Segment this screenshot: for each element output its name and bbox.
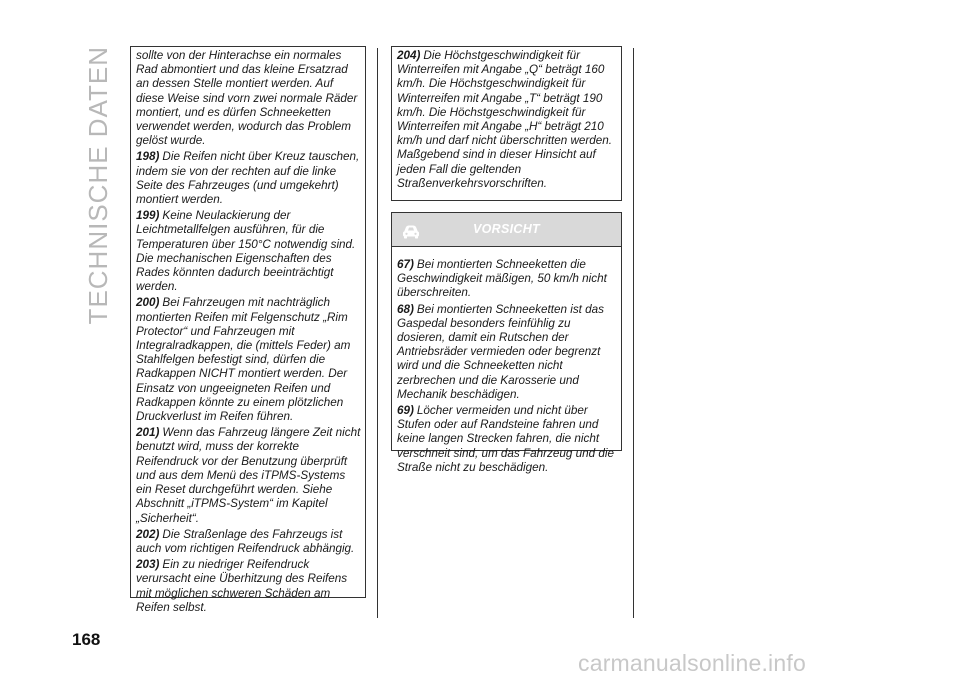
note-text: Wenn das Fahrzeug längere Zeit nicht benutzt wird, muss der korrekte Reifendruck vor der Benutzung überprüft und aus dem Menü des iTPMS-Systems ein Reset durchgeführt werden. Siehe Abschnitt „iTPMS-System“ im Kapitel „Sicherheit“. (136, 426, 361, 525)
note-number: 200) (136, 296, 160, 310)
note-199 (136, 209, 361, 294)
section-title-text: TECHNISCHE DATEN (82, 46, 113, 325)
note-202 (136, 528, 361, 556)
watermark: carmanualsonline.info (578, 650, 806, 676)
note-text: Ein zu niedriger Reifendruck verursacht eine Überhitzung des Reifens mit möglichen schweren Schäden am Reifen selbst. (136, 558, 348, 614)
note-198 (136, 150, 361, 207)
note-text: Löcher vermeiden und nicht über Stufen oder auf Randsteine fahren und keine langen Strecken fahren, die nicht verschneit sind, um das Fahrzeug und die Straße nicht zu beschädigen. (397, 404, 614, 474)
note-number: 202) (136, 527, 160, 541)
notes-box-right (391, 46, 622, 201)
note-text: Bei montierten Schneeketten die Geschwindigkeit mäßigen, 50 km/h nicht überschreiten. (397, 258, 607, 300)
notes-box-left (130, 46, 366, 614)
warning-note-68 (397, 303, 617, 402)
warning-box (391, 212, 622, 474)
note-number: 198) (136, 150, 160, 164)
section-title (78, 46, 118, 325)
column-divider-right (633, 48, 634, 618)
note-number: 204) (397, 49, 421, 62)
note-text: Bei Fahrzeugen mit nachträglich montierten Reifen mit Felgenschutz „Rim Protector“ und Fahrzeugen mit Integralradkappen, die (mittels Feder) am Stahlfelgen befestigt sind, dürfen die Radkappen NICHT montiert werden. Der Einsatz von ungeeigneten Reifen und Radkappen könnte zu einem plötzlichen Druckverlust im Reifen führen. (136, 296, 351, 424)
note-text: Bei montierten Schneeketten ist das Gaspedal besonders feinfühlig zu dosieren, damit ein Rutschen der Antriebsräder vermieden oder begrenzt wird und die Schneeketten nicht zerbrechen und die Karosserie und Mechanik beschädigen. (397, 302, 605, 401)
warning-note-69 (397, 404, 617, 475)
warning-body (392, 247, 621, 475)
note-number: 69) (397, 404, 414, 418)
warning-note-67 (397, 258, 617, 301)
note-203 (136, 558, 361, 615)
note-number: 201) (136, 426, 160, 440)
note-201 (136, 426, 361, 525)
note-200 (136, 296, 361, 424)
note-number: 199) (136, 209, 160, 223)
warning-header (392, 213, 621, 247)
note-text: Die Reifen nicht über Kreuz tauschen, indem sie von der rechten auf die linke Seite des Fahrzeuges (und umgekehrt) montiert werden. (136, 150, 360, 207)
note-text: Die Höchstgeschwindigkeit für Winterreifen mit Angabe „Q“ beträgt 160 km/h. Die Höchstgeschwindigkeit für Winterreifen mit Angabe „T“ beträgt 190 km/h. Die Höchstgeschwindigkeit für Winterreifen mit Angabe „H“ beträgt 210 km/h und darf nicht überschritten werden. Maßgebend sind in dieser Hinsicht auf jeden Fall die geltenden Straßenverkehrsvorschriften. (397, 49, 613, 190)
note-text: Keine Neulackierung der Leichtmetallfelgen ausführen, für die Temperaturen über 150°C notwendig sind. Die mechanischen Eigenschaften des Rades könnten dadurch beeinträchtigt werden. (136, 209, 356, 294)
note-204 (397, 49, 617, 191)
intro-text: sollte von der Hinterachse ein normales Rad abmontiert und das kleine Ersatzrad an dessen Stelle montiert werden. Auf diese Weise sind vorn zwei normale Räder montiert, und es dürfen Schneeketten verwendet werden, wodurch das Problem gelöst wurde. (136, 49, 358, 148)
note-number: 67) (397, 258, 414, 271)
note-text: Die Straßenlage des Fahrzeugs ist auch vom richtigen Reifendruck abhängig. (136, 527, 355, 555)
page-number: 168 (72, 630, 101, 649)
note-number: 203) (136, 558, 160, 572)
warning-title: VORSICHT (473, 222, 540, 236)
column-divider-left (377, 48, 378, 618)
note-number: 68) (397, 302, 414, 316)
